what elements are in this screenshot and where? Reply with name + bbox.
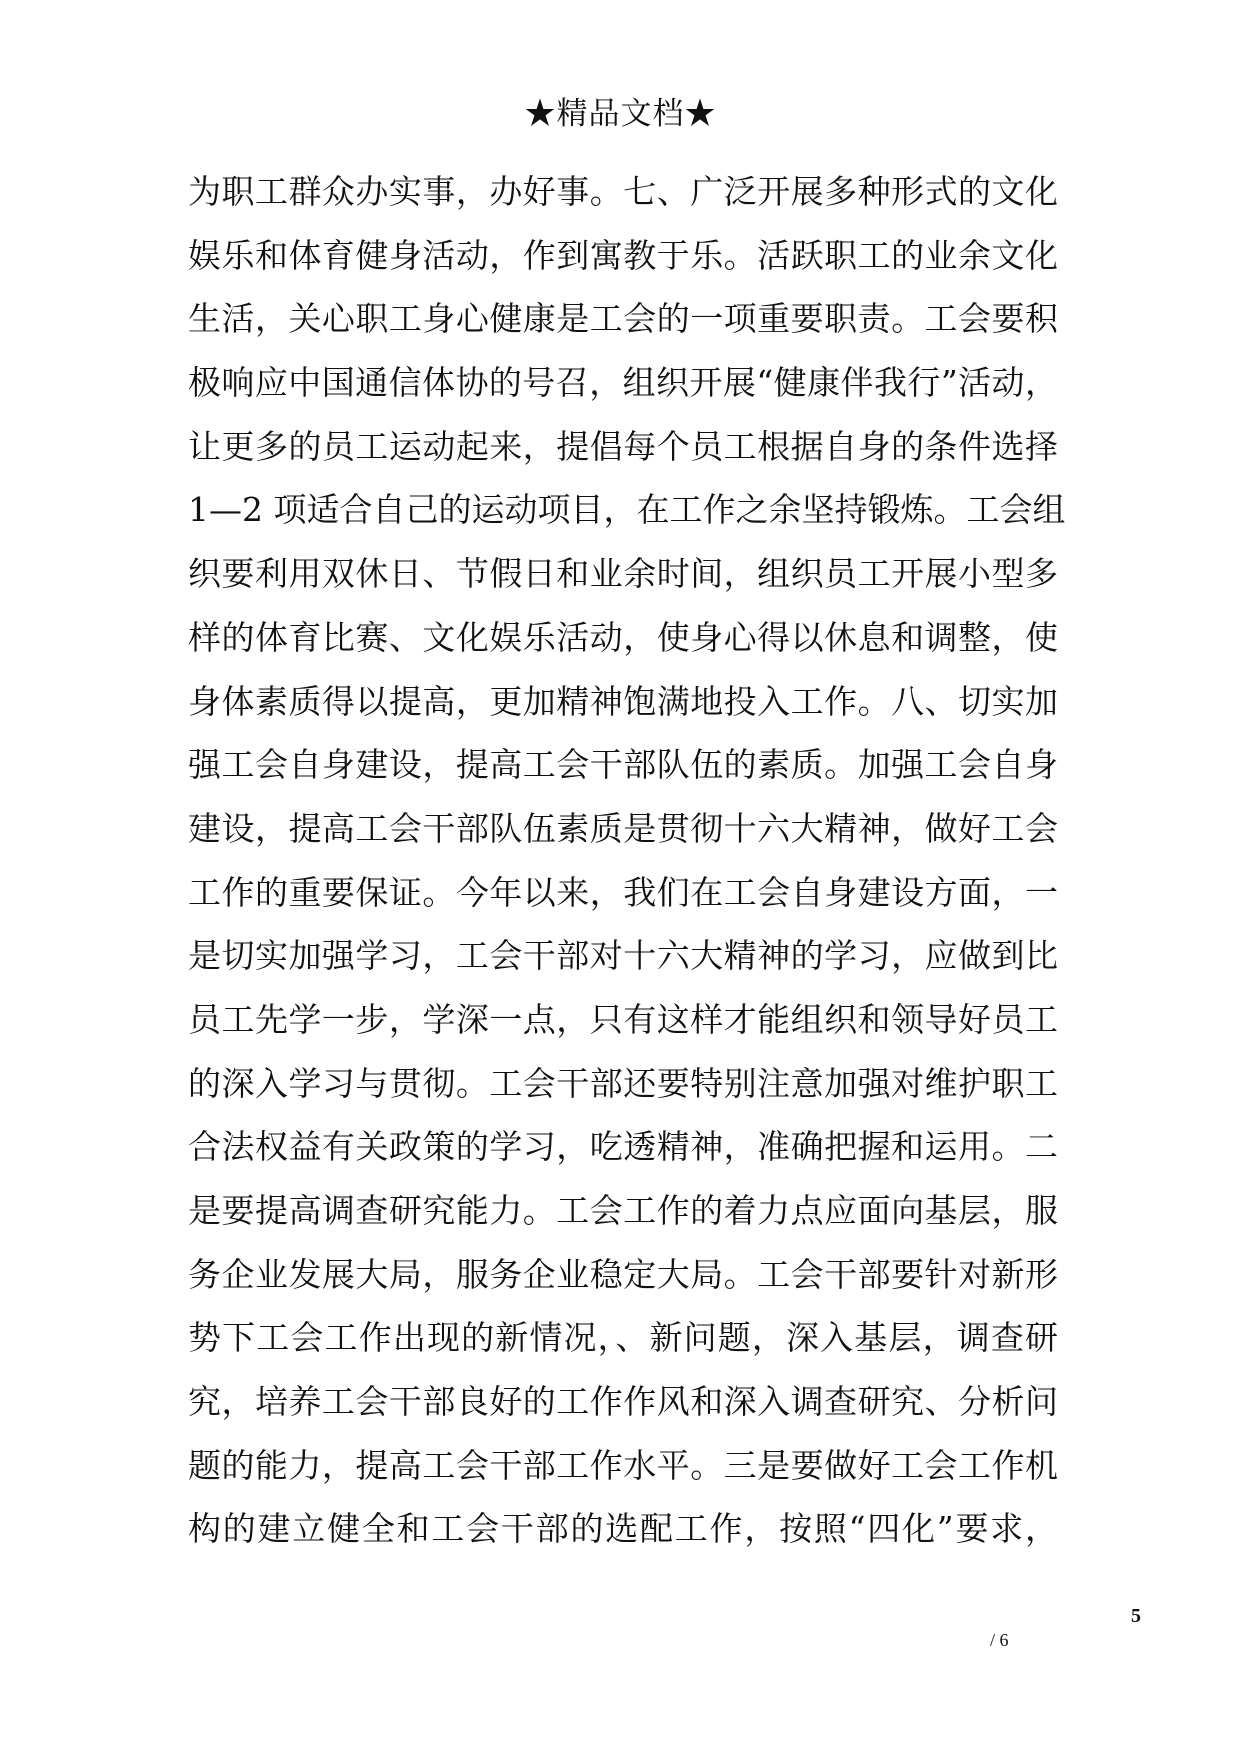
text-line: 生活，关心职工身心健康是工会的一项重要职责。工会要积 — [188, 299, 1058, 339]
text-line: 样的体育比赛、文化娱乐活动，使身心得以休息和调整，使 — [188, 617, 1058, 657]
text-line: 织要利用双休日、节假日和业余时间，组织员工开展小型多 — [188, 554, 1058, 594]
text-line: 1—2 项适合自己的运动项目，在工作之余坚持锻炼。工会组 — [188, 490, 1066, 530]
text-line: 是要提高调查研究能力。工会工作的着力点应面向基层，服 — [188, 1191, 1058, 1230]
document-header-title: ★精品文档★ — [524, 96, 717, 132]
page-total: / 6 — [990, 1630, 1009, 1650]
text-line: 让更多的员工运动起来，提倡每个员工根据自身的条件选择 — [188, 426, 1058, 466]
text-line: 构的建立健全和工会干部的选配工作，按照“四化”要求， — [188, 1509, 1058, 1549]
text-line: 的深入学习与贯彻。工会干部还要特别注意加强对维护职工 — [188, 1063, 1058, 1103]
page-number: 5 — [1131, 1605, 1141, 1627]
text-line: 员工先学一步，学深一点，只有这样才能组织和领导好员工 — [188, 999, 1058, 1039]
text-line: 极响应中国通信体协的号召，组织开展“健康伴我行”活动， — [188, 363, 1058, 403]
text-line: 工作的重要保证。今年以来，我们在工会自身建设方面，一 — [188, 872, 1058, 912]
text-line: 娱乐和体育健身活动，作到寓教于乐。活跃职工的业余文化 — [188, 235, 1058, 275]
text-line: 合法权益有关政策的学习，吃透精神，准确把握和运用。二 — [188, 1127, 1058, 1167]
text-line: 究，培养工会干部良好的工作作风和深入调查研究、分析问 — [188, 1382, 1058, 1422]
text-line: 建设，提高工会干部队伍素质是贯彻十六大精神，做好工会 — [188, 808, 1058, 848]
text-line: 强工会自身建设，提高工会干部队伍的素质。加强工会自身 — [188, 745, 1058, 785]
text-line: 务企业发展大局，服务企业稳定大局。工会干部要针对新形 — [188, 1254, 1058, 1294]
text-line: 为职工群众办实事，办好事。七、广泛开展多种形式的文化 — [188, 172, 1058, 211]
text-line: 是切实加强学习，工会干部对十六大精神的学习，应做到比 — [188, 936, 1058, 976]
text-line: 势下工会工作出现的新情况，、新问题，深入基层，调查研 — [188, 1318, 1058, 1358]
text-line: 题的能力，提高工会干部工作水平。三是要做好工会工作机 — [188, 1445, 1058, 1485]
text-line: 身体素质得以提高，更加精神饱满地投入工作。八、切实加 — [188, 681, 1058, 721]
document-body — [188, 160, 1066, 1561]
